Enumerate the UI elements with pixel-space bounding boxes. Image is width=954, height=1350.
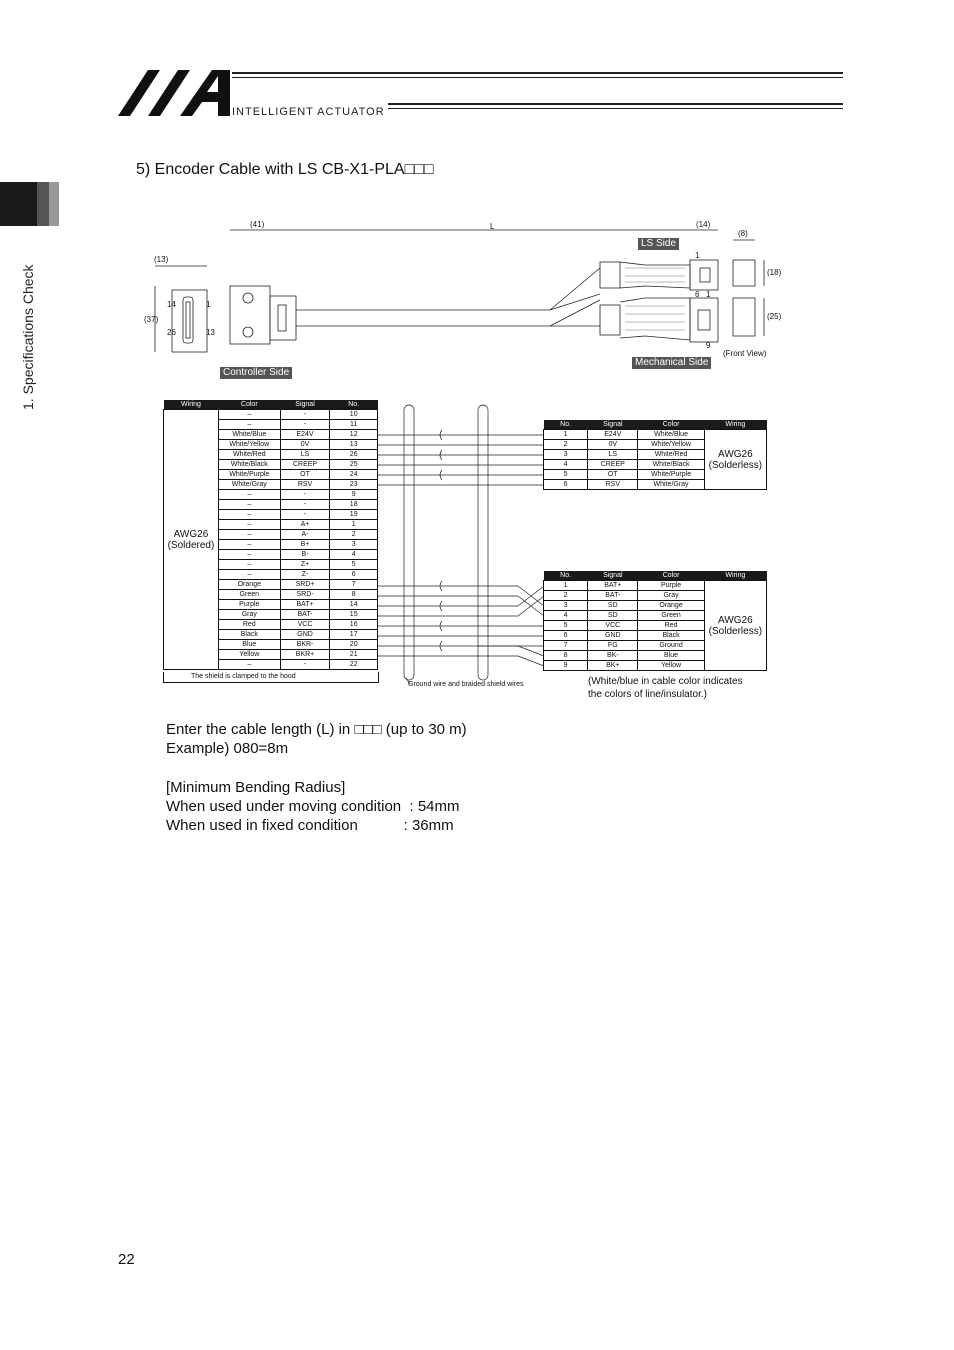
color-note-line2: the colors of line/insulator.) — [588, 689, 707, 700]
signal-cell: - — [280, 490, 330, 500]
pin-number-cell: 3 — [330, 540, 378, 550]
pin-number-cell: 13 — [330, 440, 378, 450]
signal-cell: B+ — [280, 540, 330, 550]
wiring-type: (Solderless) — [708, 625, 763, 637]
color-cell: White/Gray — [638, 480, 704, 490]
pin-number-cell: 14 — [330, 600, 378, 610]
iai-logo — [118, 68, 233, 118]
color-cell: White/Yellow — [218, 440, 280, 450]
pin-number-cell: 12 — [330, 430, 378, 440]
pin-number-cell: 5 — [330, 560, 378, 570]
pin-number-cell: 26 — [330, 450, 378, 460]
section-title: 5) Encoder Cable with LS CB-X1-PLA□□□ — [136, 161, 434, 178]
header-color: Color — [218, 400, 280, 410]
table-row — [544, 581, 767, 591]
ground-wire-note: Ground wire and braided shield wires — [408, 681, 524, 688]
header-wiring: Wiring — [164, 400, 219, 410]
pin-number-cell: 9 — [544, 661, 588, 671]
signal-cell: E24V — [280, 430, 330, 440]
color-cell: Blue — [638, 651, 704, 661]
color-cell: Red — [218, 620, 280, 630]
color-cell: White/Purple — [218, 470, 280, 480]
cable-outline — [130, 210, 790, 380]
color-cell: Yellow — [218, 650, 280, 660]
pin-number-cell: 11 — [330, 420, 378, 430]
pin-number-cell: 2 — [544, 591, 588, 601]
controller-wiring-table — [163, 400, 378, 670]
dim-41: (41) — [250, 220, 265, 229]
dim-18: (18) — [767, 268, 782, 277]
signal-cell: A+ — [280, 520, 330, 530]
wiring-gauge: AWG26 — [718, 448, 753, 460]
signal-cell: SD — [588, 601, 638, 611]
left-table-footer — [163, 672, 379, 683]
cable-drawing — [130, 210, 790, 380]
dim-8: (8) — [738, 229, 748, 238]
signal-cell: GND — [280, 630, 330, 640]
color-cell: Gray — [218, 610, 280, 620]
mech-header-no: No. — [544, 571, 588, 581]
shield-note: The shield is clamped to the hood — [191, 673, 296, 680]
chapter-tab-shade — [37, 182, 49, 226]
color-cell: – — [218, 410, 280, 420]
color-cell: White/Blue — [218, 430, 280, 440]
header-rule-mid — [388, 103, 843, 105]
color-cell: Black — [638, 631, 704, 641]
signal-cell: A- — [280, 530, 330, 540]
color-cell: White/Gray — [218, 480, 280, 490]
pin-number-cell: 3 — [544, 450, 588, 460]
pin-14: 14 — [167, 300, 176, 309]
pin-number-cell: 1 — [330, 520, 378, 530]
color-cell: – — [218, 560, 280, 570]
page-number: 22 — [118, 1251, 135, 1268]
color-cell: – — [218, 500, 280, 510]
color-cell: Yellow — [638, 661, 704, 671]
signal-cell: Z+ — [280, 560, 330, 570]
signal-cell: - — [280, 660, 330, 670]
header-signal: Signal — [280, 400, 330, 410]
signal-cell: B- — [280, 550, 330, 560]
pin-number-cell: 1 — [544, 581, 588, 591]
signal-cell: RSV — [588, 480, 638, 490]
color-cell: – — [218, 540, 280, 550]
color-cell: – — [218, 520, 280, 530]
color-cell: – — [218, 420, 280, 430]
signal-cell: SD — [588, 611, 638, 621]
pin-number-cell: 19 — [330, 510, 378, 520]
bending-radius-heading: [Minimum Bending Radius] — [166, 779, 346, 796]
length-instruction: Enter the cable length (L) in □□□ (up to 30 m) — [166, 721, 467, 738]
pin-number-cell: 7 — [544, 641, 588, 651]
pin-number-cell: 6 — [544, 631, 588, 641]
front-view-label: (Front View) — [723, 349, 767, 358]
pin-number-cell: 4 — [544, 611, 588, 621]
color-cell: Purple — [638, 581, 704, 591]
wiring-spec — [704, 581, 766, 671]
pin-number-cell: 24 — [330, 470, 378, 480]
pin-number-cell: 6 — [330, 570, 378, 580]
wiring-spec — [164, 410, 219, 670]
pin-number-cell: 6 — [544, 480, 588, 490]
pin-number-cell: 9 — [330, 490, 378, 500]
signal-cell: BKR+ — [280, 650, 330, 660]
color-cell: – — [218, 550, 280, 560]
signal-cell: LS — [588, 450, 638, 460]
signal-cell: Z- — [280, 570, 330, 580]
ls-side-tag: LS Side — [638, 238, 679, 250]
pin-number-cell: 15 — [330, 610, 378, 620]
pin-number-cell: 1 — [544, 430, 588, 440]
signal-cell: BAT- — [280, 610, 330, 620]
bending-radius-fixed: When used in fixed condition : 36mm — [166, 817, 454, 834]
mech-header-color: Color — [638, 571, 704, 581]
pin-number-cell: 5 — [544, 621, 588, 631]
pin-number-cell: 8 — [544, 651, 588, 661]
color-note-line1: (White/blue in cable color indicates — [588, 676, 743, 687]
signal-cell: BKR- — [280, 640, 330, 650]
signal-cell: LS — [280, 450, 330, 460]
signal-cell: VCC — [588, 621, 638, 631]
header-rule-top — [232, 72, 843, 74]
color-cell: – — [218, 490, 280, 500]
pin-number-cell: 7 — [330, 580, 378, 590]
color-cell: Green — [638, 611, 704, 621]
signal-cell: BK+ — [588, 661, 638, 671]
signal-cell: BAT+ — [588, 581, 638, 591]
dim-37: (37) — [144, 315, 159, 324]
wiring-type: (Soldered) — [167, 539, 215, 551]
pin-number-cell: 4 — [544, 460, 588, 470]
signal-cell: BAT- — [588, 591, 638, 601]
pin-1: 1 — [206, 300, 211, 309]
signal-cell: - — [280, 500, 330, 510]
color-cell: – — [218, 530, 280, 540]
ls-wiring-table — [543, 420, 767, 490]
brand-name: INTELLIGENT ACTUATOR — [232, 106, 385, 118]
signal-cell: OT — [588, 470, 638, 480]
color-cell: Black — [218, 630, 280, 640]
color-cell: Red — [638, 621, 704, 631]
mechanical-side-tag: Mechanical Side — [632, 357, 711, 369]
chapter-tab — [0, 182, 37, 226]
color-cell: Blue — [218, 640, 280, 650]
pin-number-cell: 3 — [544, 601, 588, 611]
header-rule-mid-thin — [388, 108, 843, 109]
signal-cell: - — [280, 410, 330, 420]
signal-cell: 0V — [280, 440, 330, 450]
chapter-label: 1. Specifications Check — [20, 264, 36, 410]
bending-radius-moving: When used under moving condition : 54mm — [166, 798, 460, 815]
color-cell: Green — [218, 590, 280, 600]
wiring-lines — [378, 400, 548, 695]
signal-cell: CREEP — [588, 460, 638, 470]
signal-cell: RSV — [280, 480, 330, 490]
color-cell: White/Red — [638, 450, 704, 460]
pin-number-cell: 18 — [330, 500, 378, 510]
dim-25: (25) — [767, 312, 782, 321]
color-cell: White/Yellow — [638, 440, 704, 450]
pin-number-cell: 25 — [330, 460, 378, 470]
pin-number-cell: 2 — [330, 530, 378, 540]
ls-pin-6: 6 — [695, 290, 700, 299]
ls-header-no: No. — [544, 420, 588, 430]
signal-cell: E24V — [588, 430, 638, 440]
length-example: Example) 080=8m — [166, 740, 289, 757]
dim-length: L — [490, 222, 495, 231]
ls-header-wiring: Wiring — [704, 420, 766, 430]
dim-13: (13) — [154, 255, 169, 264]
ls-pin-1: 1 — [695, 251, 700, 260]
pin-number-cell: 21 — [330, 650, 378, 660]
color-cell: Orange — [638, 601, 704, 611]
wiring-gauge: AWG26 — [173, 528, 209, 540]
table-row — [544, 430, 767, 440]
signal-cell: OT — [280, 470, 330, 480]
ls-pin-1b: 1 — [706, 290, 711, 299]
pin-number-cell: 4 — [330, 550, 378, 560]
controller-side-tag: Controller Side — [220, 367, 292, 379]
pin-26: 26 — [167, 328, 176, 337]
mechanical-wiring-table — [543, 571, 767, 671]
pin-number-cell: 16 — [330, 620, 378, 630]
pin-number-cell: 8 — [330, 590, 378, 600]
signal-cell: BK- — [588, 651, 638, 661]
pin-number-cell: 10 — [330, 410, 378, 420]
wiring-spec — [704, 430, 766, 490]
pin-number-cell: 20 — [330, 640, 378, 650]
signal-cell: GND — [588, 631, 638, 641]
mech-header-wiring: Wiring — [704, 571, 766, 581]
signal-cell: FG — [588, 641, 638, 651]
color-cell: – — [218, 660, 280, 670]
color-cell: – — [218, 570, 280, 580]
pin-number-cell: 2 — [544, 440, 588, 450]
pin-13: 13 — [206, 328, 215, 337]
pin-number-cell: 22 — [330, 660, 378, 670]
pin-number-cell: 5 — [544, 470, 588, 480]
table-row — [164, 410, 378, 420]
color-cell: Gray — [638, 591, 704, 601]
wiring-type: (Solderless) — [708, 459, 763, 471]
color-cell: – — [218, 510, 280, 520]
color-cell: Orange — [218, 580, 280, 590]
color-cell: White/Purple — [638, 470, 704, 480]
pin-number-cell: 23 — [330, 480, 378, 490]
signal-cell: SRD- — [280, 590, 330, 600]
signal-cell: 0V — [588, 440, 638, 450]
color-cell: White/Black — [638, 460, 704, 470]
ls-header-color: Color — [638, 420, 704, 430]
chapter-tab-shade-light — [49, 182, 59, 226]
mech-header-signal: Signal — [588, 571, 638, 581]
color-cell: Purple — [218, 600, 280, 610]
pin-number-cell: 17 — [330, 630, 378, 640]
ls-header-signal: Signal — [588, 420, 638, 430]
signal-cell: CREEP — [280, 460, 330, 470]
signal-cell: - — [280, 510, 330, 520]
signal-cell: - — [280, 420, 330, 430]
signal-cell: BAT+ — [280, 600, 330, 610]
header-no: No. — [330, 400, 378, 410]
signal-cell: SRD+ — [280, 580, 330, 590]
dim-14: (14) — [696, 220, 711, 229]
color-cell: White/Red — [218, 450, 280, 460]
color-cell: Ground — [638, 641, 704, 651]
mech-pin-9: 9 — [706, 341, 711, 350]
wiring-gauge: AWG26 — [718, 614, 753, 626]
signal-cell: VCC — [280, 620, 330, 630]
header-rule-top-thin — [232, 77, 843, 78]
color-cell: White/Blue — [638, 430, 704, 440]
color-cell: White/Black — [218, 460, 280, 470]
